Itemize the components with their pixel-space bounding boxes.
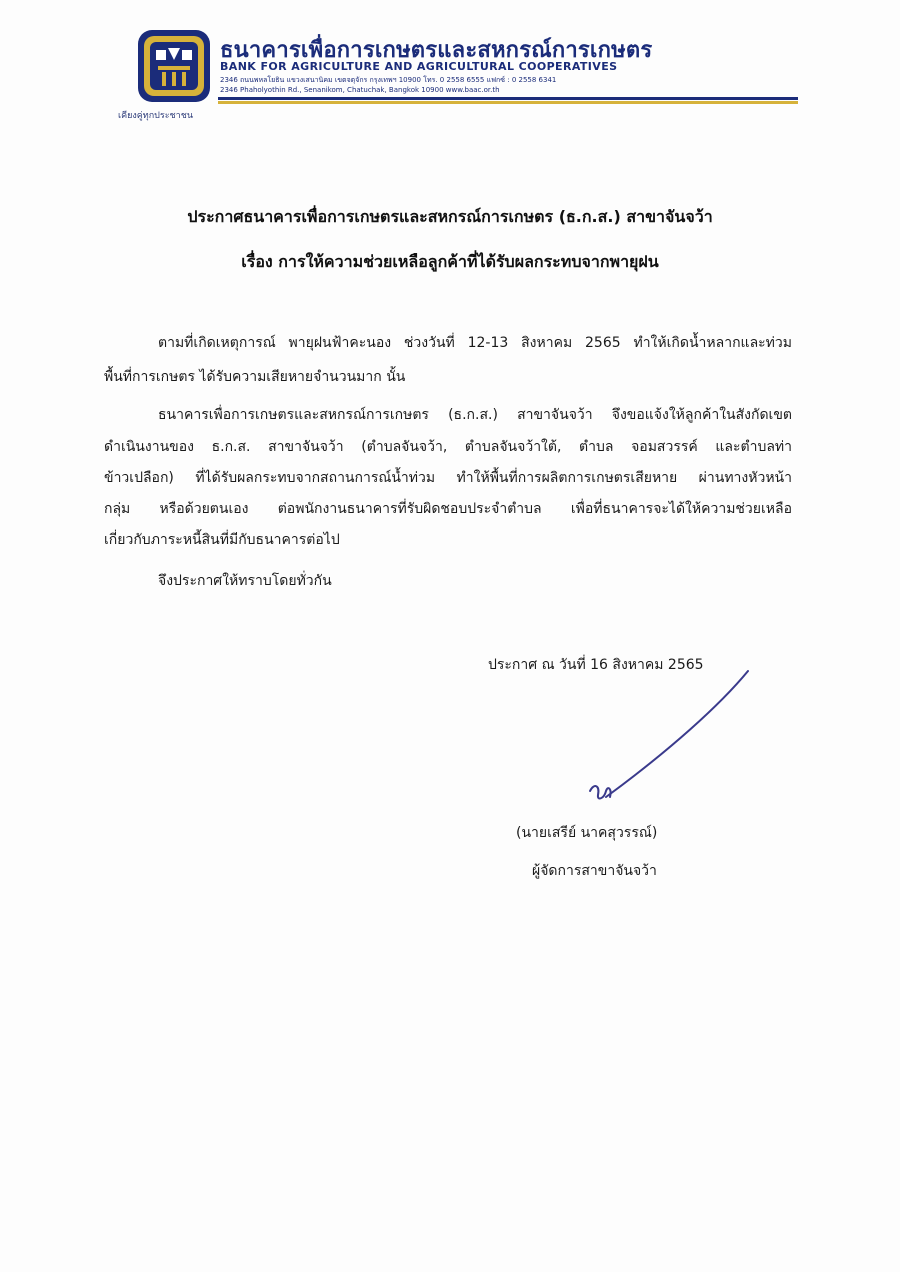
letterhead-rule-blue (218, 97, 798, 100)
signatory-title: ผู้จัดการสาขาจันจว้า (532, 863, 657, 879)
signatory-name: (นายเสรีย์ นาคสุวรรณ์) (516, 825, 658, 841)
announcement-title: ประกาศธนาคารเพื่อการเกษตรและสหกรณ์การเกษตร (ธ.ก.ส.) สาขาจันจว้า (187, 207, 713, 226)
para1-line2: พื้นที่การเกษตร ได้รับความเสียหายจำนวนมาก นั้น (104, 369, 406, 385)
bank-address-thai: 2346 ถนนพหลโยธิน แขวงเสนานิคม เขตจตุจักร กรุงเทพฯ 10900 โทร. 0 2558 6555 แฟกซ์ : 0 2558 6341 (220, 76, 557, 84)
announcement-subject: เรื่อง การให้ความช่วยเหลือลูกค้าที่ได้รับผลกระทบจากพายุฝน (241, 252, 659, 271)
handwritten-signature (580, 665, 760, 814)
baac-logo (138, 30, 210, 102)
para2-line3: ข้าวเปลือก) ที่ได้รับผลกระทบจากสถานการณ์น้ำท่วม ทำให้พื้นที่การผลิตการเกษตรเสียหาย ผ่านทางหัวหน้า (104, 470, 792, 486)
para1-line1: ตามที่เกิดเหตุการณ์ พายุฝนฟ้าคะนอง ช่วงวันที่ 12-13 สิงหาคม 2565 ทำให้เกิดน้ำหลากและท่วม (158, 335, 792, 351)
closing-line: จึงประกาศให้ทราบโดยทั่วกัน (158, 573, 332, 589)
bank-address-english: 2346 Phaholyothin Rd., Senanikom, Chatuchak, Bangkok 10900 www.baac.or.th (220, 86, 500, 94)
bank-name-thai: ธนาคารเพื่อการเกษตรและสหกรณ์การเกษตร (220, 38, 653, 63)
letterhead-rule-gold (218, 101, 798, 104)
announcement-date: ประกาศ ณ วันที่ 16 สิงหาคม 2565 (488, 657, 704, 673)
bank-name-english: BANK FOR AGRICULTURE AND AGRICULTURAL COOPERATIVES (220, 60, 618, 73)
logo-tagline: เคียงคู่ทุกประชาชน (118, 111, 193, 121)
para2-line4: กลุ่ม หรือด้วยตนเอง ต่อพนักงานธนาคารที่รับผิดชอบประจำตำบล เพื่อที่ธนาคารจะได้ให้ความช่วยเหลือ (104, 501, 792, 517)
para2-line1: ธนาคารเพื่อการเกษตรและสหกรณ์การเกษตร (ธ.ก.ส.) สาขาจันจว้า จึงขอแจ้งให้ลูกค้าในสังกัดเขต (158, 407, 792, 423)
para2-line2: ดำเนินงานของ ธ.ก.ส. สาขาจันจว้า (ตำบลจันจว้า, ตำบลจันจว้าใต้, ตำบล จอมสวรรค์ และตำบลท่า (104, 439, 792, 455)
para2-line5: เกี่ยวกับภาระหนี้สินที่มีกับธนาคารต่อไป (104, 532, 340, 548)
